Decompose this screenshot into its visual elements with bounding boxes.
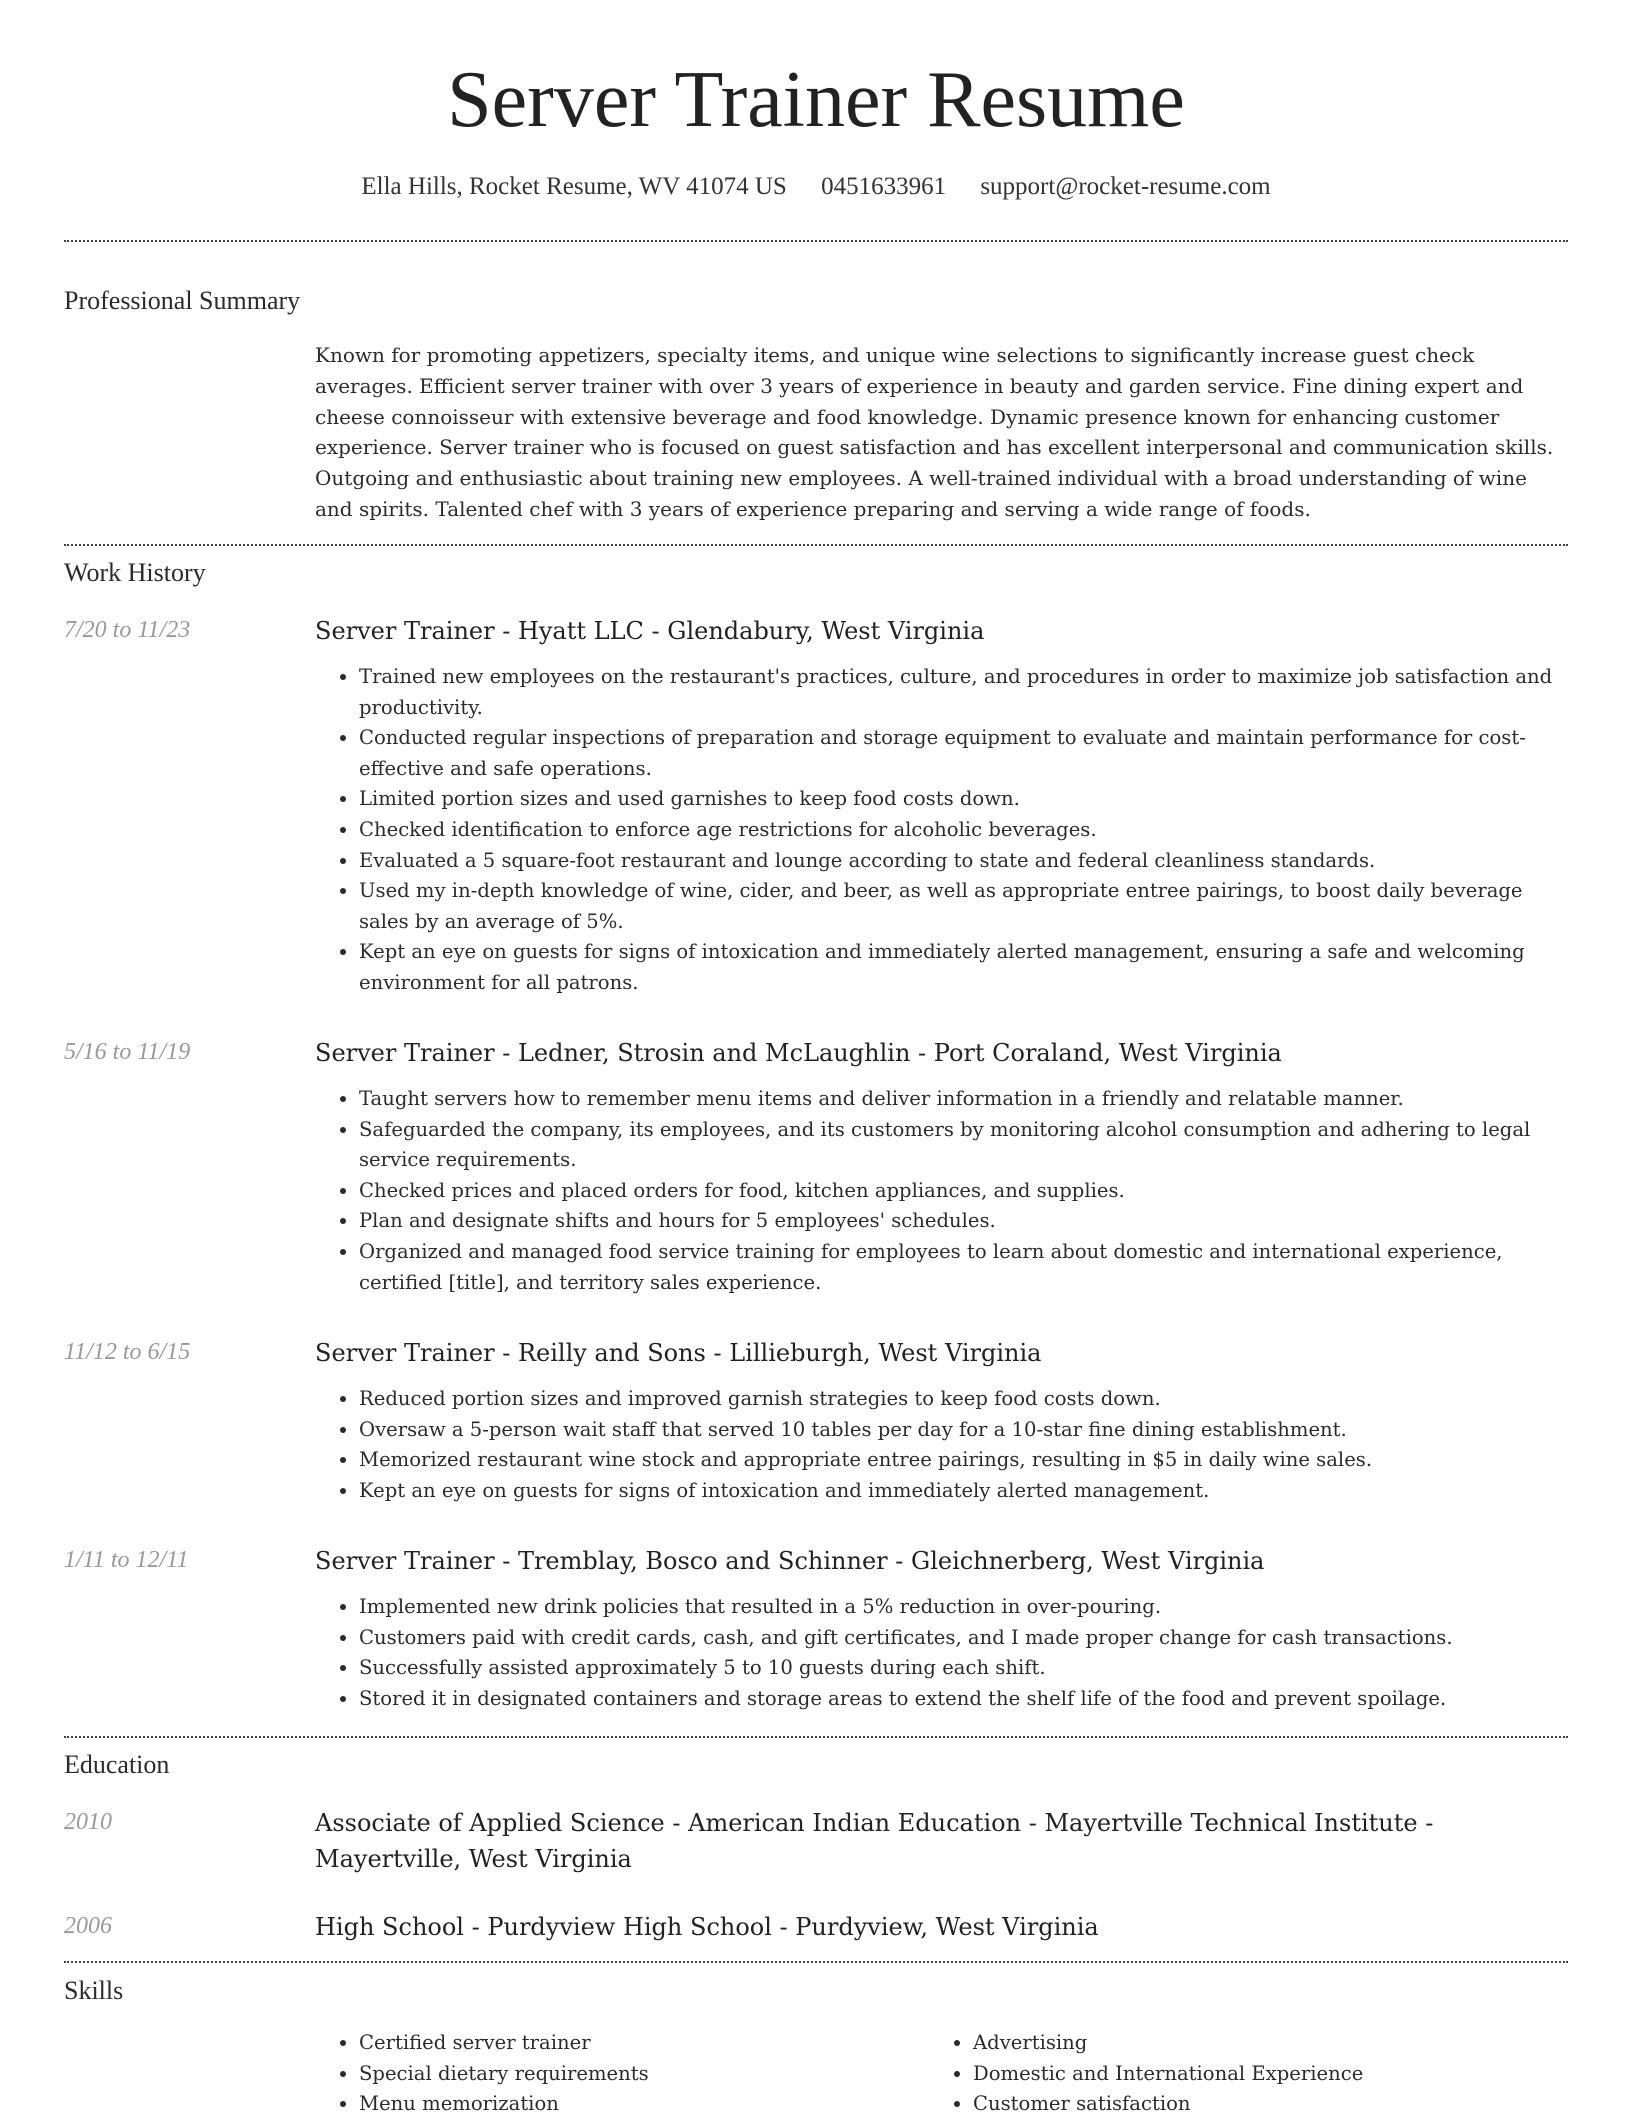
education-heading: Education	[64, 1750, 170, 1779]
list-item: • Reduced portion sizes and improved garnish strategies to keep food costs down.	[359, 1384, 1570, 1415]
list-item: • Limited portion sizes and used garnishes to keep food costs down.	[359, 784, 1570, 815]
education-title: Associate of Applied Science - American Indian Education - Mayertville Technical Institute - Mayertville, West Virginia	[315, 1809, 1434, 1873]
list-item: • Implemented new drink policies that resulted in a 5% reduction in over-pouring.	[359, 1592, 1570, 1623]
list-item: • Conducted regular inspections of preparation and storage equipment to evaluate and maintain performance for cost-effective and safe operations.	[359, 723, 1570, 784]
list-item: • Checked identification to enforce age restrictions for alcoholic beverages.	[359, 815, 1570, 846]
skills-list-right	[929, 2028, 1529, 2120]
contact-address: Ella Hills, Rocket Resume, WV 41074 US	[361, 173, 787, 200]
contact-phone: 0451633961	[821, 173, 947, 200]
education-year: 2006	[64, 1913, 112, 1939]
list-item: • Safeguarded the company, its employees, and its customers by monitoring alcohol consumption and adhering to legal service requirements.	[359, 1115, 1570, 1176]
list-item: • Plan and designate shifts and hours for 5 employees' schedules.	[359, 1206, 1570, 1237]
divider	[64, 1736, 1568, 1738]
divider	[64, 1961, 1568, 1963]
list-item: • Stored it in designated containers and storage areas to extend the shelf life of the food and prevent spoilage.	[359, 1684, 1570, 1715]
skills-heading: Skills	[64, 1976, 124, 2005]
job-bullets	[315, 1592, 1570, 1714]
list-item: • Trained new employees on the restaurant's practices, culture, and procedures in order to maximize job satisfaction and productivity.	[359, 662, 1570, 723]
list-item: • Oversaw a 5-person wait staff that served 10 tables per day for a 10-star fine dining establishment.	[359, 1415, 1570, 1446]
skill-item: • Menu memorization	[359, 2089, 915, 2120]
skill-item: • Special dietary requirements	[359, 2059, 915, 2090]
work-history-heading: Work History	[64, 558, 206, 587]
divider	[64, 544, 1568, 546]
page-title: Server Trainer Resume	[447, 56, 1185, 144]
contact-email: support@rocket-resume.com	[980, 173, 1271, 200]
list-item: • Memorized restaurant wine stock and appropriate entree pairings, resulting in $5 in daily wine sales.	[359, 1445, 1570, 1476]
list-item: • Kept an eye on guests for signs of intoxication and immediately alerted management, ensuring a safe and welcoming environment for all patrons.	[359, 937, 1570, 998]
skill-item: • Domestic and International Experience	[973, 2059, 1529, 2090]
job-dates: 7/20 to 11/23	[64, 617, 191, 643]
job-title: Server Trainer - Hyatt LLC - Glendabury, West Virginia	[315, 617, 985, 645]
list-item: • Kept an eye on guests for signs of intoxication and immediately alerted management.	[359, 1476, 1570, 1507]
summary-text: Known for promoting appetizers, specialty items, and unique wine selections to significantly increase guest check averages. Efficient server trainer with over 3 years of experience in beauty and garden service. Fine dining expert and cheese connoisseur with extensive beverage and food knowledge. Dynamic presence known for enhancing customer experience. Server trainer who is focused on guest satisfaction and has excellent interpersonal and communication skills. Outgoing and enthusiastic about training new employees. A well-trained individual with a broad understanding of wine and spirits. Talented chef with 3 years of experience preparing and serving a wide range of foods.	[315, 343, 1554, 521]
summary-heading: Professional Summary	[64, 286, 301, 315]
job-title: Server Trainer - Reilly and Sons - Lillieburgh, West Virginia	[315, 1339, 1042, 1367]
job-dates: 11/12 to 6/15	[64, 1339, 191, 1365]
job-title: Server Trainer - Ledner, Strosin and McLaughlin - Port Coraland, West Virginia	[315, 1039, 1282, 1067]
list-item: • Successfully assisted approximately 5 to 10 guests during each shift.	[359, 1653, 1570, 1684]
list-item: • Checked prices and placed orders for food, kitchen appliances, and supplies.	[359, 1176, 1570, 1207]
education-year: 2010	[64, 1809, 112, 1835]
job-bullets	[315, 662, 1570, 999]
job-dates: 5/16 to 11/19	[64, 1039, 191, 1065]
divider	[64, 240, 1568, 242]
job-title: Server Trainer - Tremblay, Bosco and Schinner - Gleichnerberg, West Virginia	[315, 1547, 1265, 1575]
skill-item: • Certified server trainer	[359, 2028, 915, 2059]
skill-item: • Customer satisfaction	[973, 2089, 1529, 2120]
skills-list-left	[315, 2028, 915, 2120]
education-title: High School - Purdyview High School - Purdyview, West Virginia	[315, 1913, 1099, 1941]
list-item: • Customers paid with credit cards, cash, and gift certificates, and I made proper change for cash transactions.	[359, 1623, 1570, 1654]
list-item: • Evaluated a 5 square-foot restaurant and lounge according to state and federal cleanliness standards.	[359, 846, 1570, 877]
contact-line	[0, 170, 1632, 204]
list-item: • Used my in-depth knowledge of wine, cider, and beer, as well as appropriate entree pairings, to boost daily beverage sales by an average of 5%.	[359, 876, 1570, 937]
list-item: • Taught servers how to remember menu items and deliver information in a friendly and relatable manner.	[359, 1084, 1570, 1115]
list-item: • Organized and managed food service training for employees to learn about domestic and international experience, certified [title], and territory sales experience.	[359, 1237, 1570, 1298]
job-bullets	[315, 1384, 1570, 1506]
job-bullets	[315, 1084, 1570, 1298]
skill-item: • Advertising	[973, 2028, 1529, 2059]
job-dates: 1/11 to 12/11	[64, 1547, 189, 1573]
